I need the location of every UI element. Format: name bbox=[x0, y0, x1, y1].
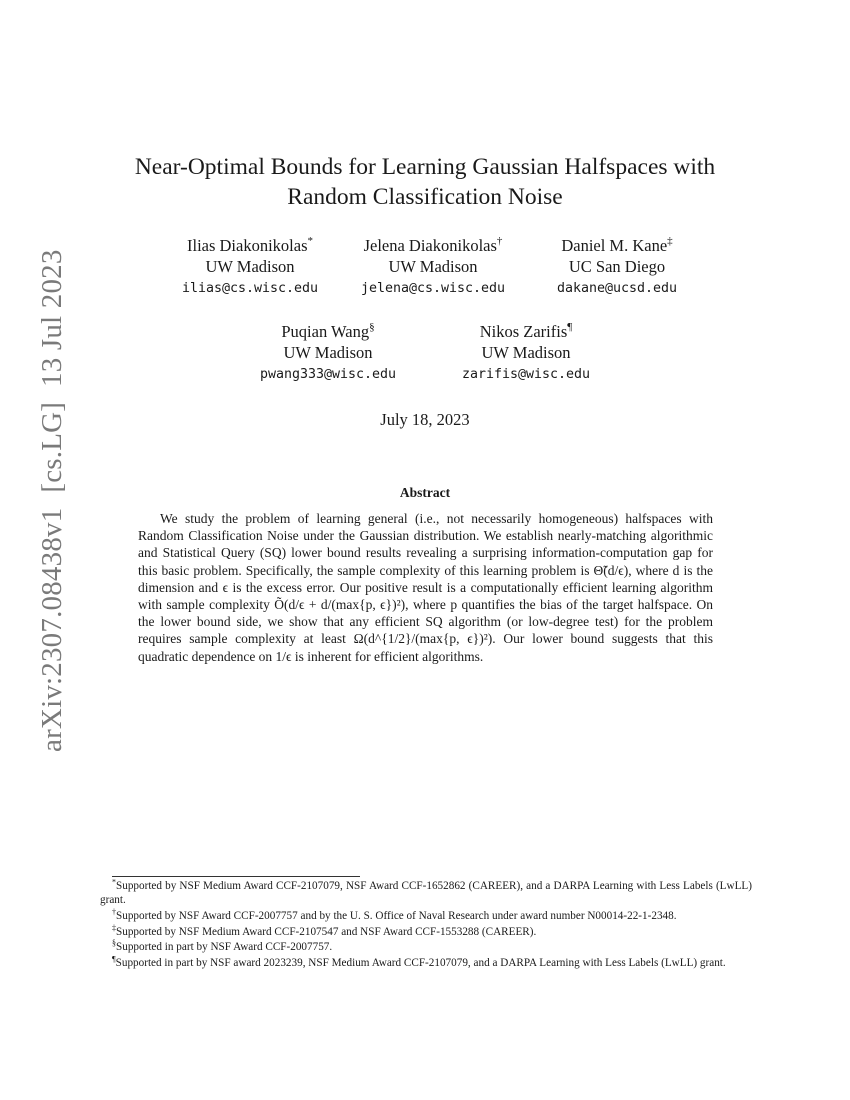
footnote-mark: ¶ bbox=[112, 954, 116, 964]
footnote-text: Supported by NSF Award CCF-2007757 and by the U. S. Office of Naval Research under award number N00014-22-1-2348. bbox=[116, 909, 677, 922]
footnote-text: Supported by NSF Medium Award CCF-2107079, NSF Award CCF-1652862 (CAREER), and a DARPA Learning with Less Labels (LwLL) grant. bbox=[100, 880, 752, 907]
author-block bbox=[150, 235, 350, 299]
author-name: Puqian Wang bbox=[281, 322, 370, 341]
author-footnote-mark: § bbox=[369, 320, 375, 333]
author-email[interactable]: ilias@cs.wisc.edu bbox=[181, 281, 319, 296]
footnote-mark: § bbox=[112, 938, 116, 948]
author-footnote-mark: ‡ bbox=[667, 234, 673, 247]
author-footnote-mark: * bbox=[307, 234, 314, 247]
author-name: Daniel M. Kane bbox=[561, 236, 668, 255]
author-footnote-mark: † bbox=[496, 234, 503, 247]
author-name: Ilias Diakonikolas bbox=[186, 236, 308, 255]
footnote bbox=[100, 956, 752, 970]
footnote bbox=[100, 922, 752, 939]
footnote-text: Supported in part by NSF award 2023239, NSF Medium Award CCF-2107079, and a DARPA Learning with Less Labels (LwLL) grant. bbox=[115, 957, 726, 970]
footnote-mark: † bbox=[112, 907, 116, 917]
author-block bbox=[333, 235, 533, 299]
author-affiliation: UW Madison bbox=[205, 257, 295, 276]
author-name: Nikos Zarifis bbox=[479, 322, 568, 341]
author-affiliation: UW Madison bbox=[283, 343, 373, 362]
arxiv-sidebar-stamp: arXiv:2307.08438v1 [cs.LG] 13 Jul 2023 bbox=[36, 249, 68, 752]
paper-title: Near-Optimal Bounds for Learning Gaussian Halfspaces with Random Classification Noise bbox=[134, 154, 716, 210]
author-footnote-mark: ¶ bbox=[567, 320, 573, 333]
footnote-mark: * bbox=[112, 877, 116, 887]
author-affiliation: UC San Diego bbox=[568, 257, 666, 276]
footnote bbox=[100, 940, 752, 954]
author-affiliation: UW Madison bbox=[481, 343, 571, 362]
footnote bbox=[100, 879, 752, 907]
footnote-text: Supported in part by NSF Award CCF-2007757. bbox=[116, 941, 333, 954]
footnotes bbox=[100, 879, 752, 972]
footnote bbox=[100, 909, 752, 923]
author-email[interactable]: jelena@cs.wisc.edu bbox=[360, 281, 506, 296]
author-affiliation: UW Madison bbox=[388, 257, 478, 276]
author-email[interactable]: pwang333@wisc.edu bbox=[259, 367, 397, 382]
footnote-divider bbox=[112, 876, 360, 877]
footnote-mark: ‡ bbox=[112, 922, 116, 932]
author-block bbox=[517, 235, 717, 299]
abstract-heading: Abstract bbox=[399, 485, 451, 500]
author-block bbox=[426, 321, 626, 385]
author-name: Jelena Diakonikolas bbox=[363, 236, 497, 255]
footnote-text: Supported by NSF Medium Award CCF-2107547 and NSF Award CCF-1553288 (CAREER). bbox=[116, 925, 537, 938]
author-block bbox=[228, 321, 428, 385]
author-email[interactable]: zarifis@wisc.edu bbox=[461, 367, 591, 382]
abstract-body: We study the problem of learning general (i.e., not necessarily homogeneous) halfspaces with Random Classification Noise under the Gaussian distribution. We establish nearly-matching algorithmic and Statistical Query (SQ) lower bound results revealing a surprising information-computation gap for this basic problem. Specifically, the sample complexity of this learning problem is Θ̃(d/ϵ), where d is the dimension and ϵ is the excess error. Our positive result is a computationally efficient learning algorithm with sample complexity Õ(d/ϵ + d/(max{p, ϵ})²), where p quantifies the bias of the target halfspace. On the lower bound side, we show that any efficient SQ algorithm (or low-degree test) for the problem requires sample complexity at least Ω(d^{1/2}/(max{p, ϵ})²). Our lower bound suggests that this quadratic dependence on 1/ϵ is inherent for efficient algorithms. bbox=[138, 511, 713, 664]
author-email[interactable]: dakane@ucsd.edu bbox=[556, 281, 678, 296]
publication-date: July 18, 2023 bbox=[380, 410, 470, 429]
